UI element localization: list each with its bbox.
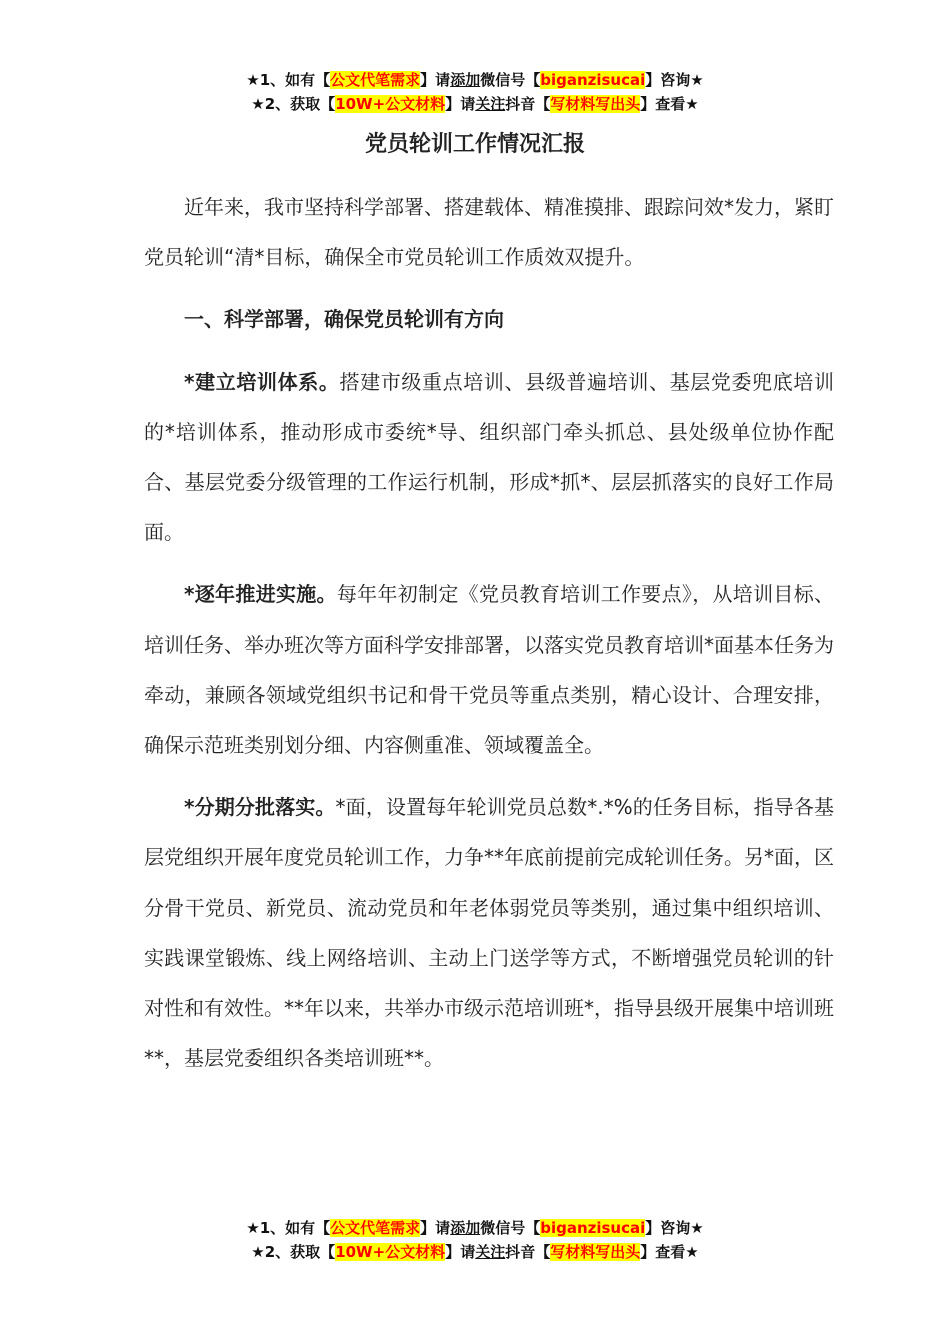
banner-text: 】咨询★: [645, 1219, 704, 1237]
paragraph-lead: *分期分批落实。: [184, 795, 336, 820]
document-body: [144, 182, 834, 1095]
paragraph-1: [144, 357, 834, 558]
banner-text: ★1、如有【: [246, 1219, 331, 1237]
banner-underline: 添加: [450, 1219, 481, 1237]
banner-line-1: [0, 68, 950, 92]
banner-text: 微信号【: [480, 1219, 541, 1237]
banner-text: 】请: [420, 71, 451, 89]
banner-underline: 关注: [475, 95, 506, 113]
banner-highlight: 公文代笔需求: [330, 71, 421, 89]
paragraph-text: 每年年初制定《党员教育培训工作要点》，从培训目标、培训任务、举办班次等方面科学安排部署，以落实党员教育培训*面基本任务为牵动，兼顾各领域党组织书记和骨干党员等重点类别，精心设计、合理安排，确保示范班类别划分细、内容侧重准、领域覆盖全。: [144, 582, 834, 758]
banner-text: 】查看★: [640, 1243, 699, 1261]
paragraph-text: *面，设置每年轮训党员总数*.*%的任务目标，指导各基层党组织开展年度党员轮训工作，力争**年底前提前完成轮训任务。另*面，区分骨干党员、新党员、流动党员和年老体弱党员等类别，通过集中组织培训、实践课堂锻炼、线上网络培训、主动上门送学等方式，不断增强党员轮训的针对性和有效性。**年以来，共举办市级示范培训班*，指导县级开展集中培训班**，基层党委组织各类培训班**。: [144, 795, 834, 1071]
banner-text: 】查看★: [640, 95, 699, 113]
banner-douyin-id: 写材料写出头: [550, 95, 641, 113]
paragraph-lead: *逐年推进实施。: [184, 582, 337, 607]
banner-line-2: [0, 92, 950, 116]
section-heading: 一、科学部署，确保党员轮训有方向: [184, 307, 504, 332]
banner-text: ★2、获取【: [251, 95, 336, 113]
banner-text: 抖音【: [505, 1243, 551, 1261]
banner-wechat-id: biganzisucai: [540, 71, 646, 89]
banner-line-1: [0, 1216, 950, 1240]
banner-text: ★2、获取【: [251, 1243, 336, 1261]
paragraph-2: [144, 569, 834, 770]
banner-text: 】咨询★: [645, 71, 704, 89]
footer-banner: [0, 1216, 950, 1264]
header-banner: [0, 68, 950, 116]
banner-underline: 关注: [475, 1243, 506, 1261]
intro-paragraph: 近年来，我市坚持科学部署、搭建载体、精准摸排、跟踪问效*发力，紧盯党员轮训“清*目标，确保全市党员轮训工作质效双提升。: [144, 195, 834, 270]
document-title: 党员轮训工作情况汇报: [364, 132, 585, 157]
banner-text: 微信号【: [480, 71, 541, 89]
paragraph-3: [144, 782, 834, 1083]
banner-highlight: 10W+公文材料: [335, 95, 446, 113]
banner-text: 】请: [420, 1219, 451, 1237]
banner-text: 】请: [445, 1243, 476, 1261]
banner-highlight: 公文代笔需求: [330, 1219, 421, 1237]
paragraph-lead: *建立培训体系。: [184, 369, 340, 394]
banner-wechat-id: biganzisucai: [540, 1219, 646, 1237]
paragraph-text: 搭建市级重点培训、县级普遍培训、基层党委兜底培训的*培训体系，推动形成市委统*导、组织部门牵头抓总、县处级单位协作配合、基层党委分级管理的工作运行机制，形成*抓*、层层抓落实的良好工作局面。: [144, 369, 834, 545]
banner-highlight: 10W+公文材料: [335, 1243, 446, 1261]
banner-text: 】请: [445, 95, 476, 113]
banner-text: 抖音【: [505, 95, 551, 113]
banner-douyin-id: 写材料写出头: [550, 1243, 641, 1261]
banner-text: ★1、如有【: [246, 71, 331, 89]
banner-underline: 添加: [450, 71, 481, 89]
banner-line-2: [0, 1240, 950, 1264]
